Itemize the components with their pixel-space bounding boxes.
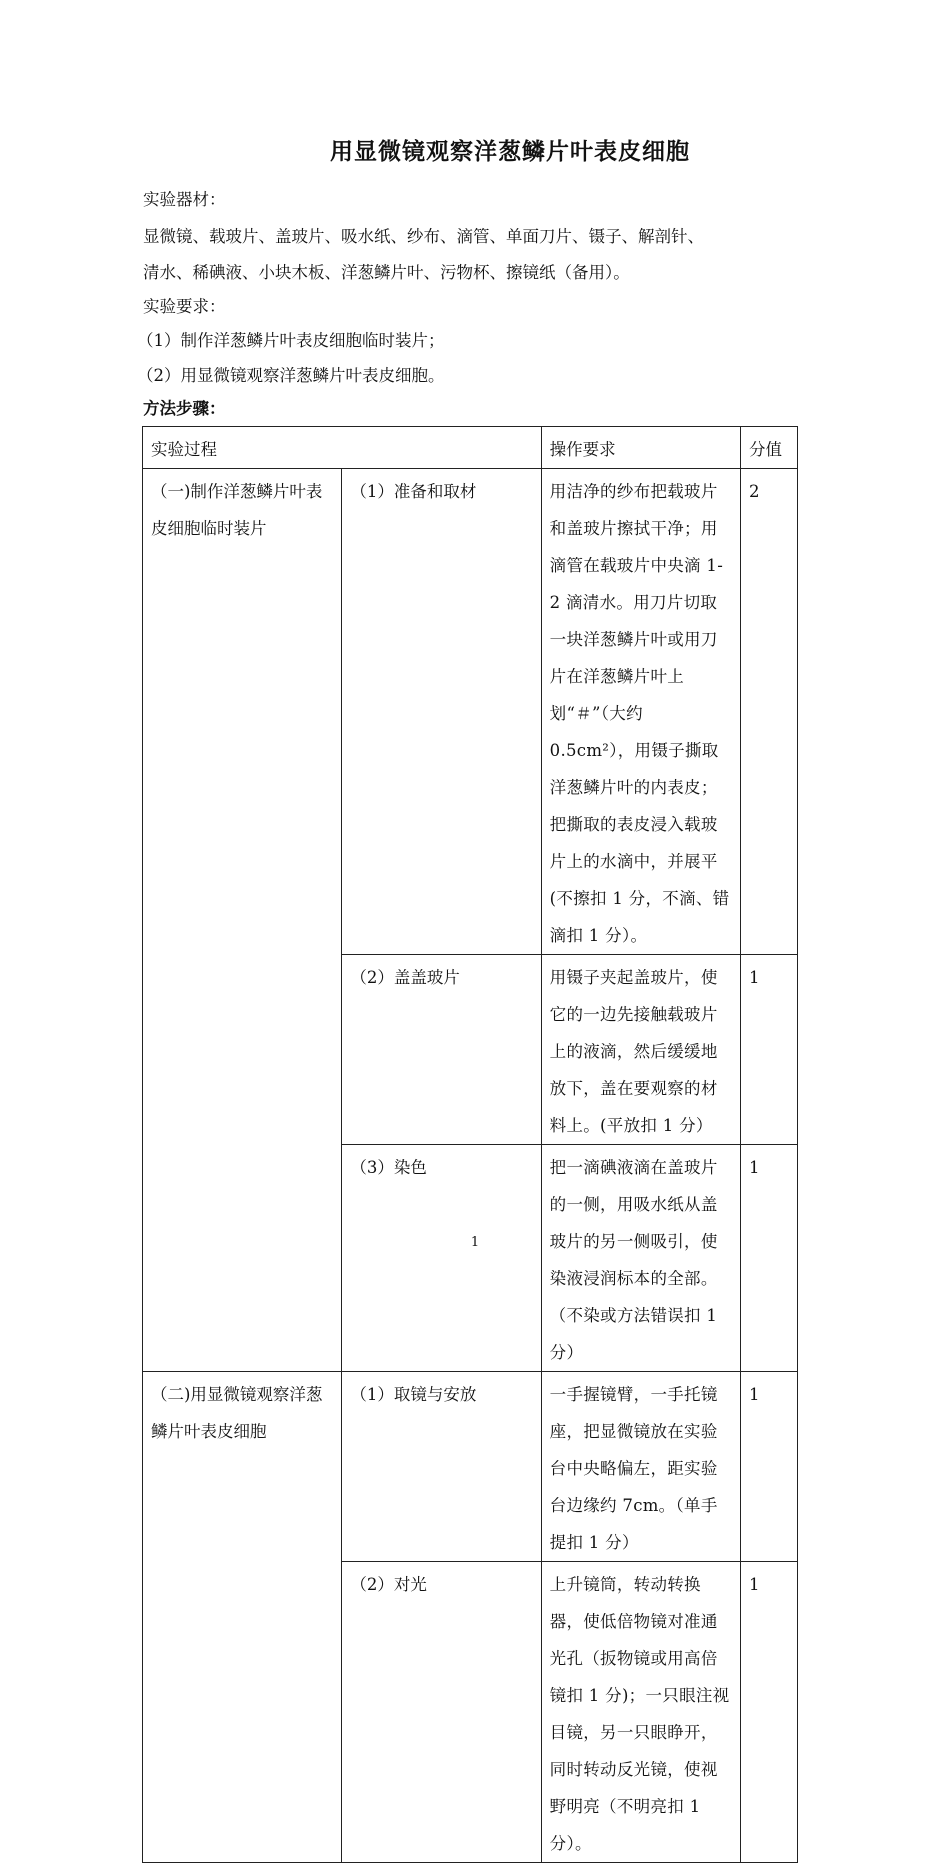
step-cell: （2）对光: [342, 1562, 541, 1863]
requirement-cell: 一手握镜臂，一手托镜座，把显微镜放在实验台中央略偏左，距实验台边缘约 7cm。（单手提扣 1 分）: [541, 1372, 740, 1562]
document-title: 用显微镜观察洋葱鳞片叶表皮细胞: [330, 138, 690, 165]
score-cell: 1: [741, 1372, 798, 1562]
header-process: 实验过程: [143, 427, 542, 469]
score-cell: 1: [741, 1145, 798, 1372]
step-cell: （2）盖盖玻片: [342, 955, 541, 1145]
step-cell: （3）染色: [342, 1145, 541, 1372]
table-header-row: [143, 427, 798, 469]
step-cell: （1）准备和取材: [342, 469, 541, 955]
requirement-cell: 用镊子夹起盖玻片，使它的一边先接触载玻片上的液滴，然后缓缓地放下，盖在要观察的材料上。(平放扣 1 分）: [541, 955, 740, 1145]
header-score: 分值: [741, 427, 798, 469]
header-requirement: 操作要求: [541, 427, 740, 469]
group-cell: （二)用显微镜观察洋葱鳞片叶表皮细胞: [143, 1372, 342, 1863]
page-number: 1: [470, 1235, 480, 1250]
score-cell: 1: [741, 1562, 798, 1863]
group-cell: （一)制作洋葱鳞片叶表皮细胞临时装片: [143, 469, 342, 1372]
requirement-1: （1）制作洋葱鳞片叶表皮细胞临时装片；: [137, 331, 445, 350]
table-row: [143, 469, 798, 955]
step-cell: （1）取镜与安放: [342, 1372, 541, 1562]
requirement-cell: 把一滴碘液滴在盖玻片的一侧，用吸水纸从盖玻片的另一侧吸引，使染液浸润标本的全部。（不染或方法错误扣 1 分）: [541, 1145, 740, 1372]
score-cell: 2: [741, 469, 798, 955]
requirement-cell: 上升镜筒，转动转换器，使低倍物镜对准通光孔（扳物镜或用高倍镜扣 1 分)；一只眼注视目镜，另一只眼睁开，同时转动反光镜，使视野明亮（不明亮扣 1 分）。: [541, 1562, 740, 1863]
materials-line-2: 清水、稀碘液、小块木板、洋葱鳞片叶、污物杯、擦镜纸（备用）。: [143, 263, 630, 282]
table-row: [143, 1372, 798, 1562]
requirement-2: （2）用显微镜观察洋葱鳞片叶表皮细胞。: [137, 366, 445, 385]
materials-line-1: 显微镜、载玻片、盖玻片、吸水纸、纱布、滴管、单面刀片、镊子、解剖针、: [143, 227, 704, 246]
requirements-heading: 实验要求：: [143, 297, 226, 316]
method-heading: 方法步骤：: [143, 399, 226, 418]
procedure-table: [142, 426, 798, 1863]
requirement-cell: 用洁净的纱布把载玻片和盖玻片擦拭干净；用滴管在载玻片中央滴 1-2 滴清水。用刀片切取一块洋葱鳞片叶或用刀片在洋葱鳞片叶上划“＃”（大约 0.5cm²），用镊子撕取洋葱鳞片叶的内表皮；把撕取的表皮浸入载玻片上的水滴中，并展平(不擦扣 1 分，不滴、错滴扣 1 分）。: [541, 469, 740, 955]
materials-heading: 实验器材：: [143, 190, 226, 209]
score-cell: 1: [741, 955, 798, 1145]
